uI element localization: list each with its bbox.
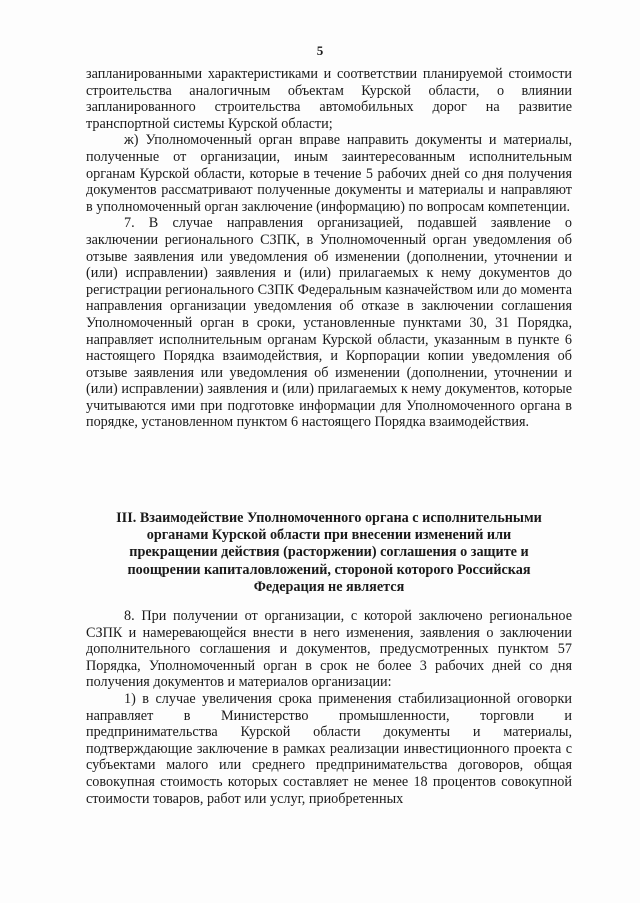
section-title-line: III. Взаимодействие Уполномоченного органа с исполнительными [116, 510, 542, 526]
section-title-line: Федерация не является [253, 578, 405, 595]
paragraph-continuation: запланированными характеристиками и соответствии планируемой стоимости строительства аналогичным объектам Курской области, о влиянии запланированного строительства автомобильных дорог на развитие транспортной системы Курской области; [86, 66, 572, 132]
paragraph-8: 8. При получении от организации, с которой заключено региональное СЗПК и намеревающейся внести в него изменения, заявления о заключении дополнительного соглашения и документов, предусмотренных пунктом 57 Порядка, Уполномоченный орган в срок не более 3 рабочих дней со дня получения документов и материалов организации: [86, 608, 572, 691]
paragraph-7: 7. В случае направления организацией, подавшей заявление о заключении регионального СЗПК, в Уполномоченный орган уведомления об отзыве заявления или уведомления об изменении (дополнении, уточнении и (или) исправлении) заявления и (или) прилагаемых к нему документов до регистрации регионального СЗПК Федеральным казначейством или до момента направления организации уведомления об отказе в заключении соглашения Уполномоченный орган в сроки, установленные пунктами 30, 31 Порядка, направляет исполнительным органам Курской области, указанным в пункте 6 настоящего Порядка взаимодействия, и Корпорации копии уведомления об отзыве заявления или уведомления об изменении (дополнении, уточнении и (или) исправлении) заявления и (или) прилагаемых к нему документов, которые учитываются ими при подготовке информации для Уполномоченного органа в порядке, установленном пунктом 6 настоящего Порядка взаимодействия. [86, 215, 572, 431]
section-title-line: поощрении капиталовложений, стороной которого Российская [127, 561, 531, 578]
section-title [86, 510, 572, 596]
body-text-top [86, 66, 572, 431]
paragraph-8-1: 1) в случае увеличения срока применения стабилизационной оговорки направляет в Министерство промышленности, торговли и предпринимательства Курской области документы и материалы, подтверждающие заключение в рамках реализации инвестиционного проекта с субъектами малого или среднего предпринимательства договоров, общая совокупная стоимость которых составляет не менее 18 процентов совокупной стоимости товаров, работ или услуг, приобретенных [86, 690, 572, 807]
body-text-bottom [86, 608, 572, 807]
paragraph-zh: ж) Уполномоченный орган вправе направить документы и материалы, полученные от организации, иным заинтересованным исполнительным органам Курской области, которые в течение 5 рабочих дней со дня получения документов рассматривают полученные документы и материалы и направляют в уполномоченный орган заключение (информацию) по вопросам компетенции. [86, 132, 572, 215]
page-number: 5 [316, 43, 324, 58]
section-title-line: органами Курской области при внесении изменений или [146, 527, 512, 544]
section-title-line: прекращении действия (расторжении) соглашения о защите и [129, 544, 529, 561]
